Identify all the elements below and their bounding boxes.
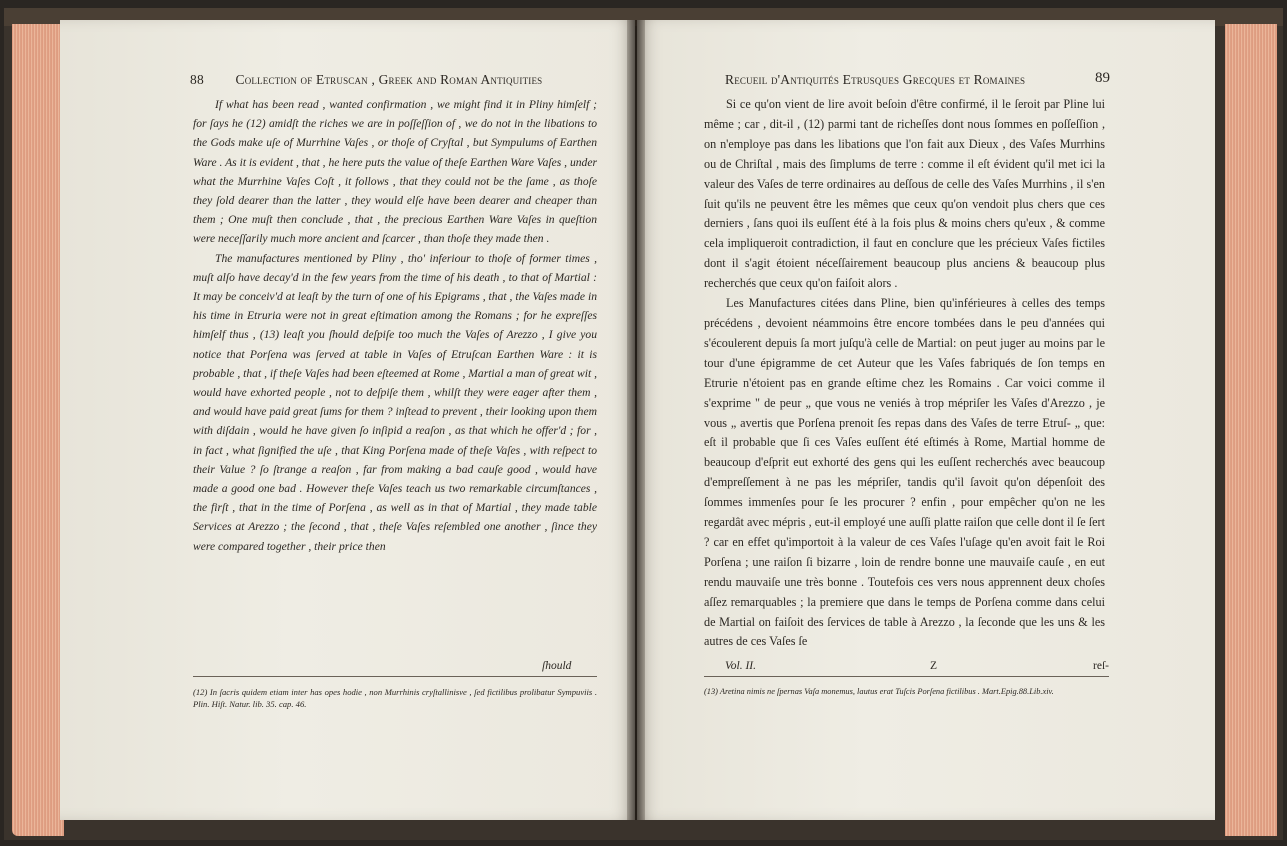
right-catchword: reſ-	[1093, 660, 1109, 672]
left-running-head	[190, 72, 542, 88]
right-paragraph-1: Si ce qu'on vient de lire avoit beſoin d'être confirmé, il le ſeroit par Pline lui même ; car , dit-il , (12) parmi tant de richeſſes dont nous ſommes en poſſeſſion , on n'employe pas dans les libations que l'on fait aux Dieux , des Vaſes Murrhins ou de Chriſtal , mais des ſimplums de terre : comme il eſt évident qu'il met ici la valeur des Vaſes de terre ordinaires au deſſous de celle des Vaſes Murrhins , il s'en ſuit qu'ils ne peuvent être les mêmes que ceux qu'on vendoit plus chers que ces derniers , ſans quoi ils euſſent été à la fois plus & moins chers qu'eux , & comme cela impliqueroit contradiction, il faut en conclure que les précieux Vaſes fictiles dont il s'agit étoient néceſſairement beaucoup plus anciens & beaucoup plus recherchés que ceux qu'on faiſoit alors .	[704, 97, 1105, 291]
left-body-text	[193, 95, 597, 556]
volume-label: Vol. II.	[725, 660, 756, 672]
right-body-text	[704, 95, 1105, 652]
signature-mark: Z	[930, 660, 938, 672]
right-footnote: (13) Aretina nimis ne ſpernas Vaſa monemus, lautus erat Tuſcis Porſena fictilibus . Mart.Epig.88.Lib.xiv.	[704, 687, 1054, 696]
right-paragraph-2: Les Manufactures citées dans Pline, bien qu'inférieures à celles des temps précédens , devoient néammoins être encore tombées dans le peu d'années qui s'écoulerent depuis ſa mort juſqu'à celle de Martial: on peut juger au moins par le tour d'une épigramme de cet Auteur que les Vaſes fabriqués de ſon temps en Etrurie n'étoient pas en grande eſtime chez les Romains . Car voici comme il s'exprime " de peur „ que vous ne veniés à trop mépriſer les Vaſes d'Arezzo , je vous „ avertis que Porſena prenoit ſes repas dans des Vaſes de terre Etruſ- „ que: eſt il probable que ſi ces Vaſes euſſent été eſtimés à Rome, Martial homme de beaucoup d'eſprit eut exhorté des gens qui les euſſent recherchés avec beaucoup d'empreſſement à ne pas les mépriſer, tandis qu'il ſavoit qu'on dépenſoit des ſommes immenſes pour ſe les procurer ? enfin , pour empêcher qu'on ne les regardât avec mépris , eut-il employé une auſſi platte raiſon que celle dont il ſe ſert ? car en effet qu'importoit à la valeur de ces Vaſes l'uſage qu'en avoit fait le Roi Porſena ; une raiſon ſi bizarre , loin de rendre bonne une mauvaiſe cauſe , en eut rendu mauvaiſe une très bonne . Toutefois ces vers nous apprennent deux choſes aſſez remarquables ; la premiere que dans le temps de Porſena comme dans celui de Martial on faiſoit des ſervices de table à Arezzo , la ſeconde que les uns & les autres de ces Vaſes ſe	[704, 296, 1105, 649]
left-page-edges	[12, 24, 64, 836]
right-running-head	[725, 72, 1025, 88]
left-page	[60, 20, 635, 820]
left-paragraph-2: The manufactures mentioned by Pliny , tho' inferiour to thoſe of former times , muſt alſo have decay'd in the few years from the time of his death , to that of Martial : It may be conceiv'd at leaſt by the turn of one of his Epigrams , that , the Vaſes made in his time in Etruria were not in great eſtimation among the Romans ; for he expreſſes himſelf thus , (13) leaſt you ſhould deſpiſe too much the Vaſes of Arezzo , I give you notice that Porſena was ſerved at table in Vaſes of Etruſcan Earthen Ware : it is probable , that , if theſe Vaſes had been eſteemed at Rome , Martial a man of great wit , would have exhorted people , not to deſpiſe them , whilſt they were eager after them , and would have paid great ſums for them ? inſtead to prevent , their looking upon them with diſdain , would he have given ſo inſipid a reaſon , as that which he offer'd ; for , in fact , what ſignified the uſe , that King Porſena made of theſe Vaſes , with reſpect to their Value ? ſo ſtrange a reaſon , far from making a bad cauſe good , would have made a good one bad . However theſe Vaſes teach us two remarkable circumſtances , the firſt , that in the time of Porſena , as well as in that of Martial , they made table Services at Arezzo ; the ſecond , that , theſe Vaſes reſembled one another , ſince they were compared together , their price then	[193, 251, 597, 553]
right-running-title: Recueil d'Antiquités Etrusques Grecques et Romaines	[725, 72, 1026, 87]
left-running-title: Collection of Etruscan , Greek and Roman Antiquities	[235, 72, 543, 87]
right-page-edges	[1225, 24, 1277, 836]
right-page-number: 89	[1095, 70, 1110, 86]
right-footnote-rule	[704, 676, 1109, 677]
left-footnote: (12) In ſacris quidem etiam inter has opes hodie , non Murrhinis cryſtallinisve , ſed fictilibus prolibatur Sympuviis . Plin. Hiſt. Natur. lib. 35. cap. 46.	[193, 687, 597, 709]
left-page-number: 88	[190, 72, 204, 87]
left-footnote-rule	[193, 676, 597, 677]
left-paragraph-1: If what has been read , wanted confirmation , we might find it in Pliny himſelf ; for ſays he (12) amidſt the riches we are in poſſeſſion of , we do not in the libations to the Gods make uſe of Murrhine Vaſes , or thoſe of Cryſtal , but Sympulums of Earthen Ware . As it is evident , that , he here puts the value of theſe Earthen Ware Vaſes , under what the Murrhine Vaſes Coſt , it follows , that they could not be the ſame , as thoſe they ſold dearer than the latter , they would elſe have been dearer and cheaper than them ; One muſt then conclude , that , the precious Earthen Ware Vaſes in queſtion were neceſſarily much more ancient and ſcarcer , than thoſe they made then .	[193, 98, 597, 246]
right-signature-line	[725, 660, 1109, 672]
right-page	[637, 20, 1215, 820]
book-gutter	[627, 20, 645, 820]
left-catchword: ſhould	[542, 660, 572, 672]
